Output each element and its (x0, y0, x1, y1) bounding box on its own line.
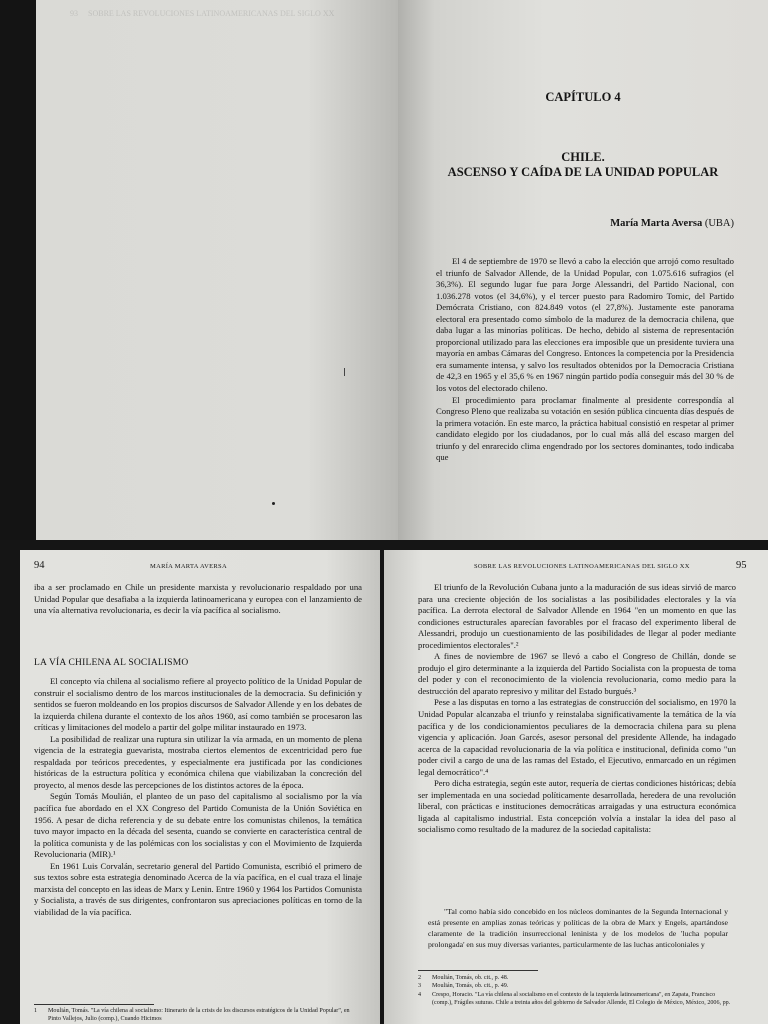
body-paragraph: El triunfo de la Revolución Cubana junto a la maduración de sus ideas sirvió de marco para una creciente objeción de los socialistas a las posibilidades electorales y la vía pacífica. La derrota electoral de Salvador Allende en 1964 "en un momento en que las condiciones estructurales aparecían favorables por el fracaso del experimento liberal de Alessandri, produjo un cuestionamiento de las posibilidades de llegar al poder mediante procedimientos electorales".² (418, 582, 736, 650)
footnote (418, 991, 736, 1008)
section-heading: LA VÍA CHILENA AL SOCIALISMO (34, 658, 189, 668)
body-paragraph: El concepto vía chilena al socialismo refiere al proyecto político de la Unidad Popular de construir el socialismo dentro de los marcos institucionales de la democracia. Su definición y sentidos se fueron moldeando en los propios discursos de Salvador Allende y en los debates de la izquierda chilena durante el contexto de los años 1960, así como también se procesaron las críticas y limitaciones del modelo a partir del golpe militar instaurado en 1973. (34, 676, 362, 733)
author-line (610, 218, 734, 229)
body-paragraph: Según Tomás Moulián, el planteo de un paso del capitalismo al socialismo por la vía pacífica fue abordado en el XX Congreso del Partido Comunista de la Unión Soviética en 1956. A pesar de dicha referencia y de su debate entre los comunistas chilenos, la temática tuvo mayor impacto en la década del sesenta, cuando se convierte en característica central de la política comunista y de las polémicas con los socialistas y con el Movimiento de Izquierda Revolucionaria (MIR).¹ (34, 791, 362, 860)
footnote (418, 982, 736, 990)
chapter-title (398, 150, 768, 180)
footnote (34, 1007, 362, 1024)
body-paragraph: La posibilidad de realizar una ruptura sin utilizar la vía armada, en un momento de plena vigencia de la estrategia guevarista, mostraba ciertos elementos de excentricidad pero fue respaldada por teóricos precedentes, y especialmente era justificada por las condiciones históricas de la estructura política y económica chilena que viabilizaban la concreción del proyecto, al menos desde las percepciones de los distintos actores de la época. (34, 733, 362, 790)
footnote-number: 1 (34, 1008, 38, 1014)
footnote-rule (34, 1004, 154, 1005)
footnote-number: 2 (418, 975, 422, 981)
bottom-spread (0, 540, 768, 1024)
footnote-rule (418, 970, 538, 971)
top-left-page (36, 0, 398, 540)
bleed-through-text (70, 8, 370, 48)
body-paragraph: El 4 de septiembre de 1970 se llevó a cabo la elección que arrojó como resultado el triunfo de Salvador Allende, de la Unidad Popular, con 1.075.616 sufragios (el 36,3%). El segundo lugar fue para Jorge Alessandri, del Partido Nacional, con 1.036.278 votos (el 34,6%), y el tercer puesto para Radomiro Tomic, del Partido Demócrata Cristiano, con 824.849 votos (el 27,8%). Justamente este panorama electoral era presentado como símbolo de la madurez de la democracia chilena, que daba lugar a las minorías políticas. De hecho, debido al sistema de representación proporcional utilizado para las elecciones era imposible que un presidente tuviera una mayoría en ambas Cámaras del Congreso. Entonces la competencia por la Presidencia era sumamente intensa, y salvo los resultados obtenidos por la Democracia Cristiana de 42,3 en 1965 y el 35,6 % en 1967 ningún partido podía conseguir más del 30 % de los votos del electorado chileno. (436, 256, 734, 394)
body-paragraph: En 1961 Luis Corvalán, secretario general del Partido Comunista, escribió el primero de sus textos sobre esta estrategia denominado Acerca de la vía pacífica, en el cual traza el linaje marxista del concepto en las ideas de Marx y Lenin. Entre 1960 y 1964 los Partidos Comunista y Socialista, a través de sus dirigentes, confrontaron sus apreciaciones políticas en torno de la viabilidad de la vía pacífica. (34, 860, 362, 917)
author-affiliation: (UBA) (704, 218, 734, 229)
chapter-label: CAPÍTULO 4 (545, 90, 621, 104)
footnote-number: 4 (418, 991, 422, 998)
page-number: 94 (34, 560, 45, 571)
chapter-body (436, 256, 734, 464)
body-paragraph: Pero dicha estrategia, según este autor, requería de ciertas condiciones históricas; debía ser implementada en una sociedad políticamente desarrollada, heredera de una revolución liberal, con prácticas e instituciones democráticas arraigadas y una estructura económica ligada al capitalismo industrial. Esta concepción volvía a instalar la idea del paso al socialismo como resultado de la madurez de la sociedad capitalista: (418, 778, 736, 835)
running-head: SOBRE LAS REVOLUCIONES LATINOAMERICANAS DEL SIGLO XX (474, 563, 690, 570)
body-paragraph: El procedimiento para proclamar finalmente al presidente correspondía al Congreso Pleno que realizaba su votación en sesión pública cincuenta días después de la primera votación. En este marco, la práctica habitual consistió en respetar al primer candidato elegido por los ciudadanos, por lo cual más allá del escaso margen del triunfo y del enrarecido clima engendrado por los sectores dominantes, todo indicaba que (436, 394, 734, 463)
page-body (418, 582, 736, 836)
body-paragraph: iba a ser proclamado en Chile un presidente marxista y revolucionario respaldado por una Unidad Popular que desafiaba a la izquierda latinoamericana y europea con el lanzamiento de una vía alternativa revolucionaria, es decir la vía pacífica al socialismo. (34, 582, 362, 616)
running-head: MARÍA MARTA AVERSA (150, 563, 227, 570)
speck-mark (272, 502, 275, 505)
footnote-text: Moulián, Tomás, ob. cit., p. 49. (432, 983, 509, 990)
author-name: María Marta Aversa (610, 218, 703, 229)
page-95 (384, 550, 768, 1024)
section-body (34, 676, 362, 918)
stray-mark (344, 368, 345, 376)
title-line-1: CHILE. (561, 150, 605, 164)
footnote (418, 974, 736, 982)
page-94 (20, 550, 380, 1024)
footnote-text: Moulián, Tomás. "La vía chilena al socialismo: Itinerario de la crisis de los discursos estratégicos de la Unidad Popular", en Pinto Vallejos, Julio (comp.), Cuando Hicimos (48, 1008, 350, 1023)
body-paragraph: A fines de noviembre de 1967 se llevó a cabo el Congreso de Chillán, donde se produjo el giro determinante a la izquierda del Partido Socialista con la propuesta de toma del poder y con el reconocimiento de la violencia revolucionaria, como medio para la destrucción del aparato represivo y militar del Estado burgués.³ (418, 651, 736, 696)
quote-text: "Tal como había sido concebido en los núcleos dominantes de la Segunda Internacional y está presente en amplias zonas teóricas y políticas de la obra de Marx y Engels, apartándose claramente de la tradición insurreccional leninista y de los modelos de 'lucha popular prolongada' en sus muy diversas variantes, particularmente de las luchas anticoloniales y (428, 907, 728, 949)
footnote-text: Moulián, Tomás, ob. cit., p. 48. (432, 975, 509, 981)
body-paragraph: Pese a las disputas en torno a las estrategias de construcción del socialismo, en 1970 la Unidad Popular alcanzaba el triunfo y reinstalaba significativamente la temática de la vía pacífica y de los condicionamientos peculiares de la democracia chilena para su plena vigencia y aplicación. Joan Garcés, asesor personal del presidente Allende, ha indagado acerca de la capacidad revolucionaria de la vía política e institucional, definida como "un poder civil a cargo de una de las ramas del Estado, el Ejecutivo, enmarcado en un régimen legal democrático".⁴ (418, 697, 736, 777)
block-quote (428, 906, 728, 950)
footnotes (418, 974, 736, 1008)
footnote-number: 3 (418, 983, 422, 990)
footnote-text: Crespo, Horacio. "La vía chilena al socialismo en el contexto de la izquierda latinoamericana", en Zapata, Francisco (comp.), Frágiles suturas. Chile a treinta años del gobierno de Salvador Allende, El Colegio de México, México, 2006, pp. (432, 991, 731, 1007)
page-number: 95 (736, 560, 747, 571)
title-line-2: ASCENSO Y CAÍDA DE LA UNIDAD POPULAR (447, 165, 719, 179)
ghost-page-number: 93 (70, 9, 78, 18)
intro-text (34, 582, 362, 617)
top-right-page (398, 0, 768, 540)
ghost-header: SOBRE LAS REVOLUCIONES LATINOAMERICANAS DEL SIGLO XX (88, 9, 335, 18)
footnotes (34, 1007, 362, 1024)
